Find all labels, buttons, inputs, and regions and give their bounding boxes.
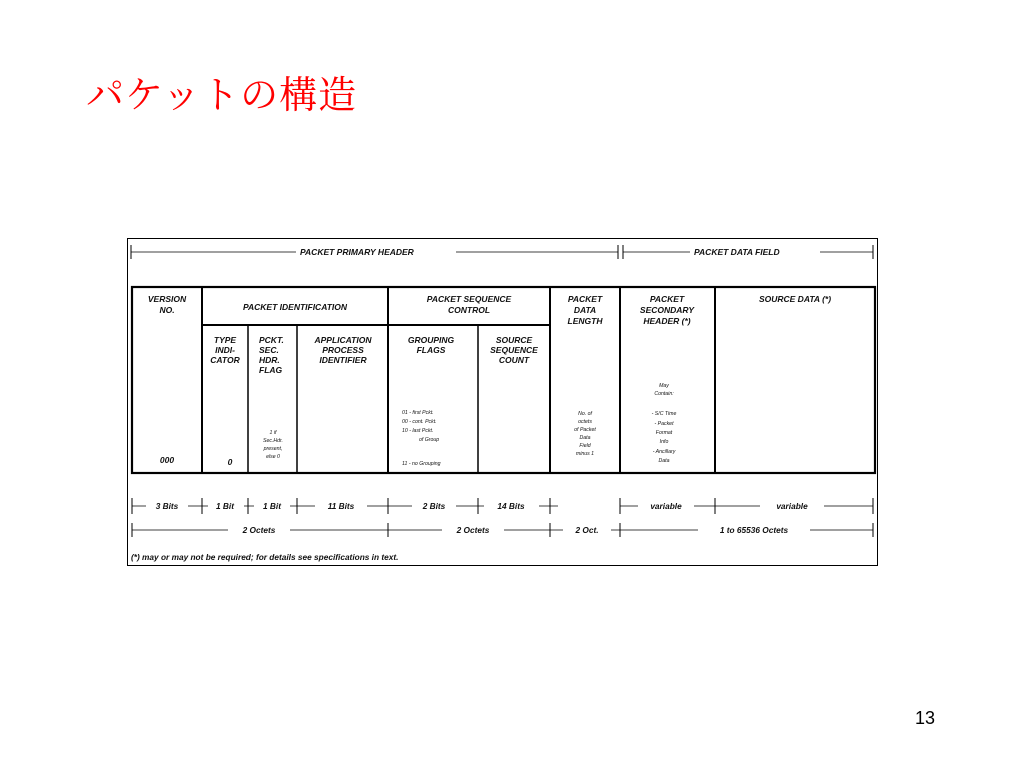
secondary-note-7: - Ancillary <box>652 449 676 455</box>
secondary-note-2: Contain: <box>654 391 674 397</box>
source-sequence-count-header-3: COUNT <box>498 355 530 365</box>
data-length-header-2: DATA <box>573 305 597 315</box>
data-length-header-3: LENGTH <box>567 316 603 326</box>
grouping-note-4: of Group <box>419 437 440 443</box>
length-note-2: octets <box>578 419 592 425</box>
primary-header-label: PACKET PRIMARY HEADER <box>300 247 414 257</box>
secondary-header-2: SECONDARY <box>639 305 695 315</box>
length-note-1: No. of <box>578 411 592 417</box>
secondary-note-3: - S/C Time <box>651 411 677 417</box>
octets-sequence-control: 2 Octets <box>456 525 490 535</box>
packet-identification-header: PACKET IDENTIFICATION <box>242 302 348 312</box>
version-value: 000 <box>159 455 175 465</box>
source-data-header: SOURCE DATA (*) <box>758 294 832 304</box>
sequence-control-header-2: CONTROL <box>447 305 491 315</box>
secondary-note-5: Format <box>655 430 673 436</box>
bits-type: 1 Bit <box>216 501 234 511</box>
sec-hdr-note-4: else 0 <box>266 454 280 460</box>
grouping-flags-header-1: GROUPING <box>407 335 455 345</box>
source-sequence-count-header-1: SOURCE <box>495 335 533 345</box>
octets-data-length: 2 Oct. <box>575 525 599 535</box>
secondary-header-3: HEADER (*) <box>643 316 691 326</box>
bits-source-data: variable <box>776 501 808 511</box>
sec-hdr-note-1: 1 if <box>269 430 277 436</box>
bits-sec-hdr-flag: 1 Bit <box>263 501 281 511</box>
slide-title: パケットの構造 <box>86 73 358 117</box>
secondary-note-6: Info <box>659 439 669 445</box>
sec-hdr-flag-header-1: PCKT. <box>259 335 284 345</box>
grouping-note-3: 10 - last Pckt. <box>402 428 434 434</box>
bits-version: 3 Bits <box>155 501 179 511</box>
length-note-6: minus 1 <box>575 451 595 457</box>
sec-hdr-flag-header-4: FLAG <box>259 365 283 375</box>
bits-sequence-count: 14 Bits <box>497 501 525 511</box>
grouping-note-2: 00 - cont. Pckt. <box>402 419 437 425</box>
packet-structure-diagram <box>127 238 878 566</box>
secondary-note-4: - Packet <box>654 421 674 427</box>
secondary-note-8: Data <box>658 458 670 464</box>
grouping-flags-header-2: FLAGS <box>416 345 446 355</box>
sequence-control-header-1: PACKET SEQUENCE <box>426 294 512 304</box>
sec-hdr-flag-header-2: SEC. <box>259 345 279 355</box>
length-note-5: Field <box>579 443 591 449</box>
grouping-note-1: 01 - first Pckt. <box>402 410 434 416</box>
octets-data-field: 1 to 65536 Octets <box>719 525 789 535</box>
packet-structure-svg <box>128 239 877 565</box>
type-indicator-header-2: INDI- <box>215 345 235 355</box>
sec-hdr-note-2: Sec.Hdr. <box>263 438 283 444</box>
page-number: 13 <box>915 708 936 728</box>
source-sequence-count-header-2: SEQUENCE <box>490 345 538 355</box>
length-note-3: of Packet <box>574 427 596 433</box>
secondary-note-1: May <box>659 383 669 389</box>
version-header-2: NO. <box>159 305 175 315</box>
app-process-id-header-1: APPLICATION <box>314 335 372 345</box>
type-indicator-header-3: CATOR <box>210 355 240 365</box>
data-length-header-1: PACKET <box>567 294 603 304</box>
sec-hdr-note-3: present, <box>263 446 283 452</box>
bits-secondary-header: variable <box>650 501 682 511</box>
grouping-note-5: 11 - no Grouping <box>402 461 441 467</box>
octets-identification: 2 Octets <box>242 525 276 535</box>
app-process-id-header-2: PROCESS <box>322 345 364 355</box>
secondary-header-1: PACKET <box>649 294 685 304</box>
sec-hdr-flag-header-3: HDR. <box>259 355 280 365</box>
length-note-4: Data <box>579 435 591 441</box>
bits-grouping: 2 Bits <box>422 501 446 511</box>
app-process-id-header-3: IDENTIFIER <box>319 355 367 365</box>
figure-footnote: (*) may or may not be required; for details see specifications in text. <box>131 552 399 562</box>
data-field-label: PACKET DATA FIELD <box>694 247 780 257</box>
type-value: 0 <box>227 457 233 467</box>
type-indicator-header-1: TYPE <box>213 335 237 345</box>
bits-app-id: 11 Bits <box>327 501 355 511</box>
version-header-1: VERSION <box>147 294 187 304</box>
